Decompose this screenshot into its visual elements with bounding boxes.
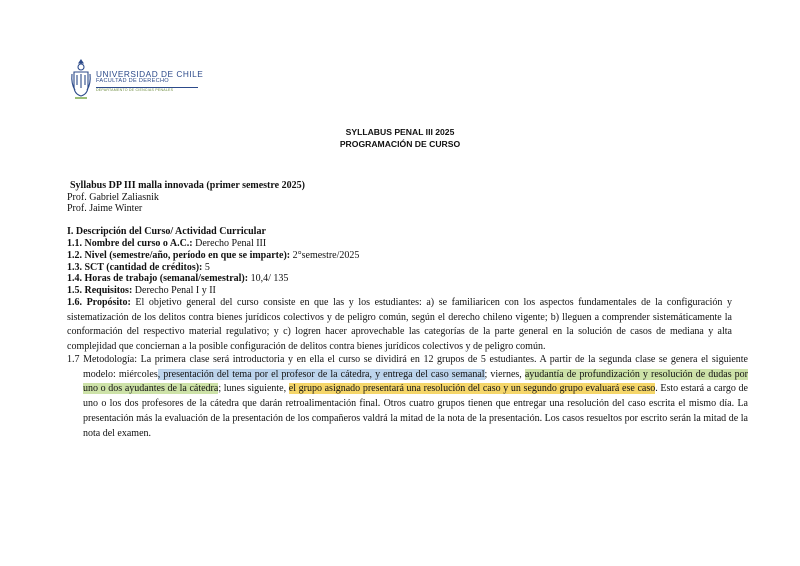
course-name-value: Derecho Penal III <box>192 238 267 249</box>
logo-faculty-name: FACULTAD DE DERECHO <box>96 78 169 85</box>
hours-row <box>67 273 288 284</box>
purpose-text: El objetivo general del curso consiste en que las y los estudiantes: a) se familiaricen con los aspectos fundamentales de la configuración y sistematización de los delitos contra bienes jurídicos colectivos y de peligro común, según el derecho chileno vigente; b) lleguen a comprender sistemáticamente la conformación del respectivo material regulativo; y c) logren hacer aprovechable las categorías de la parte general en la solución de casos de mediana y alta complejidad que conciernan a la posible configuración de delitos contra bienes jurídicos colectivos y de peligro común. <box>67 297 732 353</box>
document-title: SYLLABUS PENAL III 2025 <box>345 127 455 137</box>
methodology-text-2: ; viernes, <box>484 368 525 380</box>
highlight-yellow: el grupo asignado presentará una resolución del caso y un segundo grupo evaluará ese caso <box>288 383 656 395</box>
course-name-label: 1.1. Nombre del curso o A.C.: <box>67 238 193 249</box>
level-value: 2°semestre/2025 <box>290 250 360 261</box>
course-subtitle: Syllabus DP III malla innovada (primer semestre 2025) <box>70 180 305 191</box>
methodology-text-3: ; lunes siguiente, <box>218 383 289 395</box>
hours-value: 10,4/ 135 <box>248 273 289 284</box>
level-row <box>67 250 359 261</box>
level-label: 1.2. Nivel (semestre/año, período en que se imparte): <box>67 250 291 261</box>
university-logo <box>70 58 210 102</box>
requirements-row <box>67 285 216 296</box>
credits-value: 5 <box>202 262 210 273</box>
highlight-blue: , presentación del tema por el profesor de la cátedra, y entrega del caso semanal <box>157 368 485 380</box>
logo-university-name: UNIVERSIDAD DE CHILE <box>96 69 204 79</box>
logo-wordmark <box>96 70 203 92</box>
course-name-row <box>67 238 266 249</box>
requirements-value: Derecho Penal I y II <box>132 285 216 296</box>
methodology-text-1: 1.7 Metodología: La primera clase será introductoria y en ella el curso se dividirá en 12 grupos de 5 estudiantes. A partir de la segunda clase se genera el siguiente modelo: miércoles <box>67 354 748 380</box>
professor-2: Prof. Jaime Winter <box>67 203 143 214</box>
credits-label: 1.3. SCT (cantidad de créditos): <box>67 262 203 273</box>
logo-department-name: DEPARTAMENTO DE CIENCIAS PENALES <box>96 87 174 92</box>
methodology-paragraph <box>67 353 748 441</box>
highlight-green: ayudantía de profundización y resolución de dudas por uno o dos ayudantes de la cátedra <box>83 368 748 395</box>
section-heading: I. Descripción del Curso/ Actividad Curricular <box>67 226 266 237</box>
university-seal-icon <box>70 58 92 102</box>
hours-label: 1.4. Horas de trabajo (semanal/semestral): <box>67 273 249 284</box>
methodology-text-4: . Esto estará a cargo de uno o los dos profesores de la cátedra que darán retroalimentación final. Otros cuatro grupos tienen que entregar una resolución del caso escrita el mismo día. La presentación más la evaluación de la presentación de los compañeros valdrá la mitad de la nota de la presentación. Los casos resueltos por escrito serán la mitad de la nota del examen. <box>83 383 748 439</box>
purpose-paragraph <box>67 296 732 355</box>
professor-1: Prof. Gabriel Zaliasnik <box>67 192 159 203</box>
document-subtitle: PROGRAMACIÓN DE CURSO <box>339 139 461 149</box>
credits-row <box>67 262 210 273</box>
purpose-label: 1.6. Propósito: <box>67 297 131 308</box>
requirements-label: 1.5. Requisitos: <box>67 285 133 296</box>
